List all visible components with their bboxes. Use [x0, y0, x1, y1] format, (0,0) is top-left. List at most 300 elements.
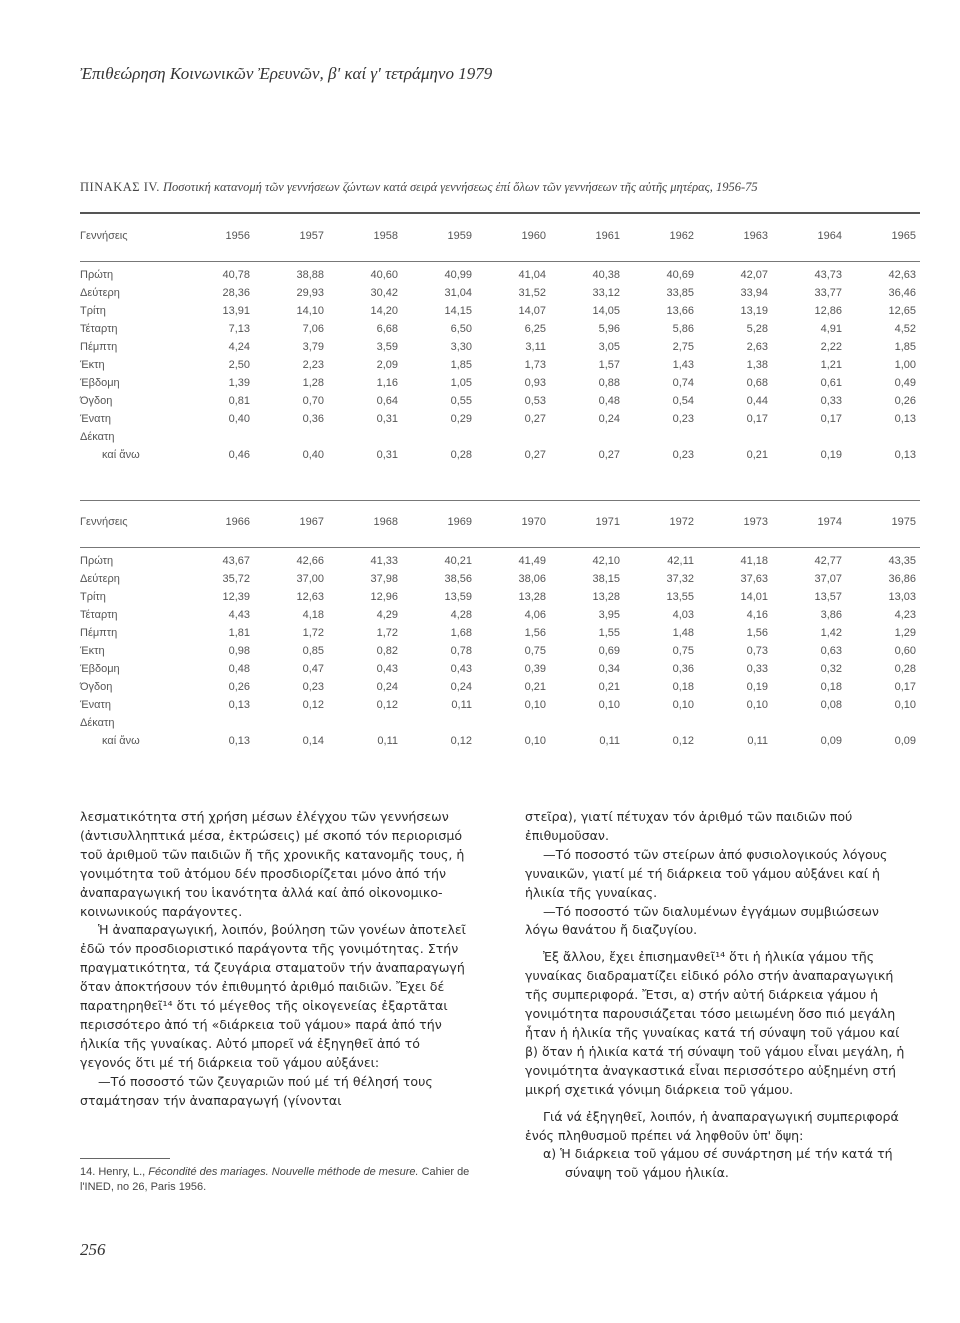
value-cell: 0,23	[672, 413, 694, 425]
value-cell: 0,13	[228, 699, 250, 711]
value-cell: 2,63	[746, 341, 768, 353]
value-cell: 0,29	[450, 413, 472, 425]
value-cell: 0,73	[746, 645, 768, 657]
empty-cell	[328, 714, 402, 732]
body-paragraph: —Τό ποσοστό τῶν ζευγαριῶν πού μέ τή θέλησή τους σταμάτησαν τήν ἀναπαραγωγή (γίνονται	[80, 1073, 433, 1108]
value-cell: 0,28	[450, 449, 472, 461]
value-cell: 13,55	[666, 591, 694, 603]
table-row	[80, 428, 920, 446]
value-cell: 40,69	[666, 269, 694, 281]
value-cell: 0,85	[302, 645, 324, 657]
value-cell: 0,26	[894, 395, 916, 407]
value-cell: 0,53	[524, 395, 546, 407]
value-cell: 0,10	[524, 699, 546, 711]
value-cell: 0,27	[524, 413, 546, 425]
year-cell: 1959	[447, 230, 472, 242]
value-cell: 4,06	[524, 609, 546, 621]
value-cell: 41,18	[740, 555, 768, 567]
table-row	[80, 660, 920, 678]
value-cell: 0,10	[598, 699, 620, 711]
value-cell: 13,19	[740, 305, 768, 317]
value-cell: 43,35	[888, 555, 916, 567]
table-row	[80, 678, 920, 696]
body-column-left	[80, 808, 470, 1111]
table-row	[80, 302, 920, 320]
table-panel-1956-1965	[80, 226, 920, 464]
value-cell: 0,12	[450, 735, 472, 747]
value-cell: 4,23	[894, 609, 916, 621]
value-cell: 0,48	[598, 395, 620, 407]
value-cell: 1,48	[672, 627, 694, 639]
value-cell: 4,03	[672, 609, 694, 621]
body-paragraph: —Τό ποσοστό τῶν στείρων ἀπό φυσιολογικούς λόγους γυναικῶν, γιατί μέ τή διάρκεια τοῦ γάμου αὐξάνει καί ἡ ἡλικία τῆς γυναίκας.	[525, 846, 888, 900]
value-cell: 14,20	[370, 305, 398, 317]
value-cell: 0,13	[894, 449, 916, 461]
value-cell: 4,52	[894, 323, 916, 335]
table-row	[80, 732, 920, 750]
value-cell: 0,17	[894, 681, 916, 693]
value-cell: 42,11	[667, 555, 694, 567]
value-cell: 1,57	[598, 359, 620, 371]
value-cell: 38,56	[444, 573, 472, 585]
empty-cell	[698, 714, 772, 732]
year-cell: 1969	[447, 516, 472, 528]
value-cell: 3,30	[450, 341, 472, 353]
footnote	[80, 1165, 470, 1195]
value-cell: 6,68	[376, 323, 398, 335]
value-cell: 1,56	[524, 627, 546, 639]
body-paragraph: στεῖρα), γιατί πέτυχαν τόν ἀριθμό τῶν παιδιῶν πού ἐπιθυμοῦσαν.	[525, 809, 853, 843]
footnote-lead: 14. Henry, L.,	[80, 1166, 149, 1178]
value-cell: 1,28	[302, 377, 324, 389]
year-header-row	[80, 226, 920, 246]
value-cell: 37,07	[814, 573, 842, 585]
year-cell: 1964	[817, 230, 842, 242]
row-label: Πέμπτη	[80, 341, 118, 353]
value-cell: 1,56	[746, 627, 768, 639]
value-cell: 0,27	[524, 449, 546, 461]
value-cell: 42,07	[740, 269, 768, 281]
value-cell: 1,29	[894, 627, 916, 639]
row-label: Τέταρτη	[80, 609, 118, 621]
value-cell: 31,52	[518, 287, 546, 299]
table-top-rule	[80, 212, 920, 214]
year-cell: 1960	[521, 230, 546, 242]
value-cell: 0,81	[228, 395, 250, 407]
value-cell: 0,23	[302, 681, 324, 693]
table-row	[80, 606, 920, 624]
value-cell: 0,21	[598, 681, 620, 693]
row-label: Όγδοη	[80, 681, 113, 693]
empty-cell	[772, 714, 846, 732]
value-cell: 0,46	[228, 449, 250, 461]
value-cell: 40,78	[222, 269, 250, 281]
value-cell: 14,10	[296, 305, 324, 317]
value-cell: 0,10	[746, 699, 768, 711]
empty-cell	[402, 714, 476, 732]
table-caption	[80, 180, 920, 195]
value-cell: 0,19	[746, 681, 768, 693]
value-cell: 0,11	[599, 735, 620, 747]
value-cell: 14,01	[740, 591, 768, 603]
value-cell: 0,10	[672, 699, 694, 711]
value-cell: 4,29	[376, 609, 398, 621]
value-cell: 13,57	[814, 591, 842, 603]
value-cell: 35,72	[222, 573, 250, 585]
value-cell: 2,09	[376, 359, 398, 371]
value-cell: 1,68	[450, 627, 472, 639]
value-cell: 0,93	[524, 377, 546, 389]
table-panel-1966-1975	[80, 512, 920, 750]
value-cell: 4,28	[450, 609, 472, 621]
empty-cell	[476, 428, 550, 446]
value-cell: 37,00	[296, 573, 324, 585]
value-cell: 0,24	[598, 413, 620, 425]
value-cell: 5,86	[672, 323, 694, 335]
footnote-rest: Cahier de l'INED, no 26, Paris 1956.	[80, 1166, 470, 1193]
table-row	[80, 696, 920, 714]
footnote-rule	[80, 1158, 170, 1159]
value-cell: 0,63	[820, 645, 842, 657]
year-cell: 1956	[225, 230, 250, 242]
row-header-label: Γεννήσεις	[80, 230, 128, 242]
value-cell: 43,73	[814, 269, 842, 281]
value-cell: 0,26	[228, 681, 250, 693]
value-cell: 4,43	[228, 609, 250, 621]
value-cell: 1,42	[820, 627, 842, 639]
empty-cell	[550, 714, 624, 732]
value-cell: 6,25	[524, 323, 546, 335]
value-cell: 33,12	[592, 287, 620, 299]
value-cell: 3,59	[376, 341, 398, 353]
value-cell: 40,99	[444, 269, 472, 281]
value-cell: 40,21	[444, 555, 472, 567]
table-row	[80, 284, 920, 302]
value-cell: 36,46	[888, 287, 916, 299]
value-cell: 2,22	[820, 341, 842, 353]
value-cell: 0,74	[672, 377, 694, 389]
value-cell: 0,78	[450, 645, 472, 657]
value-cell: 0,24	[450, 681, 472, 693]
value-cell: 0,18	[672, 681, 694, 693]
value-cell: 2,75	[672, 341, 694, 353]
value-cell: 2,23	[302, 359, 324, 371]
value-cell: 0,09	[894, 735, 916, 747]
value-cell: 0,27	[598, 449, 620, 461]
table-row	[80, 266, 920, 284]
row-label: Δεύτερη	[80, 573, 120, 585]
table-row	[80, 588, 920, 606]
year-cell: 1973	[743, 516, 768, 528]
table-row	[80, 570, 920, 588]
value-cell: 3,86	[820, 609, 842, 621]
value-cell: 0,34	[598, 663, 620, 675]
empty-cell	[624, 428, 698, 446]
value-cell: 1,81	[228, 627, 250, 639]
value-cell: 13,28	[518, 591, 546, 603]
value-cell: 13,03	[888, 591, 916, 603]
table-row	[80, 410, 920, 428]
body-column-right	[525, 808, 915, 1183]
value-cell: 0,54	[672, 395, 694, 407]
body-paragraph: Γιά νά ἐξηγηθεῖ, λοιπόν, ἡ ἀναπαραγωγική συμπεριφορά ἑνός πληθυσμοῦ πρέπει νά ληφθοῦν ὑπ' ὄψη:	[525, 1108, 899, 1143]
value-cell: 0,98	[228, 645, 250, 657]
value-cell: 1,73	[524, 359, 546, 371]
value-cell: 0,12	[672, 735, 694, 747]
value-cell: 33,85	[666, 287, 694, 299]
year-cell: 1957	[299, 230, 324, 242]
year-header-row	[80, 512, 920, 532]
empty-cell	[254, 714, 328, 732]
value-cell: 0,21	[524, 681, 546, 693]
empty-cell	[254, 428, 328, 446]
value-cell: 5,96	[598, 323, 620, 335]
value-cell: 6,50	[450, 323, 472, 335]
value-cell: 1,85	[894, 341, 916, 353]
value-cell: 0,75	[672, 645, 694, 657]
value-cell: 0,31	[376, 413, 398, 425]
row-label: Ένατη	[80, 413, 111, 425]
value-cell: 0,10	[524, 735, 546, 747]
table-mid-rule	[80, 500, 920, 501]
year-cell: 1962	[669, 230, 694, 242]
value-cell: 0,11	[747, 735, 768, 747]
value-cell: 0,31	[376, 449, 398, 461]
value-cell: 0,43	[450, 663, 472, 675]
row-label: Έκτη	[80, 359, 105, 371]
body-paragraph: λεσματικότητα στή χρήση μέσων ἐλέγχου τῶν γεννήσεων (ἀντισυλληπτικά μέσα, ἐκτρώσεις) μέ σκοπό τόν περιορισμό τοῦ ἀριθμοῦ τῶν παιδιῶν ἤ τῆς χρονικῆς κατανομῆς τους, ἡ γονιμότητα τοῦ ἀτόμου δέν προσδιορίζεται μόνο ἀπό τήν ἀναπαραγωγική του ἱκανότητα ἀλλά καί ἀπό οἰκονομικο-κοινωνικούς παράγοντες.	[80, 809, 465, 919]
body-paragraph: Ἡ ἀναπαραγωγική, λοιπόν, βούληση τῶν γονέων ἀποτελεῖ ἐδῶ τόν προσδιοριστικό παράγοντα τῆς γονιμότητας. Στήν πραγματικότητα, τά ζευγάρια σταματοῦν τήν ἀναπαραγωγή ὅταν ἀποκτήσουν τόν ἐπιθυμητό ἀριθμό παιδιῶν. Ἔχει δέ παρατηρηθεῖ¹⁴ ὅτι τό μέγεθος τῆς οἰκογενείας ἐξαρτᾶται περισσότερο ἀπό τή «διάρκεια τοῦ γάμου» παρά ἀπό τήν ἡλικία τῆς γυναίκας. Αὐτό μπορεῖ νά ἐξηγηθεῖ ἀπό τό γεγονός ὅτι μέ τή διάρκεια τοῦ γάμου αὐξάνει:	[80, 922, 466, 1070]
body-list-item: α) Ἡ διάρκεια τοῦ γάμου σέ συνάρτηση μέ τήν κατά τή σύναψη τοῦ γάμου ἡλικία.	[543, 1146, 893, 1181]
value-cell: 13,66	[666, 305, 694, 317]
value-cell: 37,63	[740, 573, 768, 585]
table-row	[80, 714, 920, 732]
value-cell: 1,85	[450, 359, 472, 371]
empty-cell	[180, 714, 254, 732]
value-cell: 1,16	[376, 377, 398, 389]
row-label: Δέκατη	[80, 717, 115, 729]
value-cell: 1,39	[228, 377, 250, 389]
value-cell: 0,21	[746, 449, 768, 461]
row-header-label: Γεννήσεις	[80, 516, 128, 528]
value-cell: 1,55	[598, 627, 620, 639]
value-cell: 13,59	[444, 591, 472, 603]
value-cell: 12,86	[814, 305, 842, 317]
table-title: Ποσοτική κατανομή τῶν γεννήσεων ζώντων κατά σειρά γεννήσεως ἐπί ὅλων τῶν γεννήσεων τῆς αὐτῆς μητέρας, 1956-75	[163, 180, 758, 194]
value-cell: 41,49	[518, 555, 546, 567]
value-cell: 1,72	[302, 627, 324, 639]
value-cell: 38,15	[592, 573, 620, 585]
value-cell: 13,28	[592, 591, 620, 603]
table-row	[80, 446, 920, 464]
row-label: καί ἄνω	[102, 449, 140, 461]
value-cell: 0,49	[894, 377, 916, 389]
value-cell: 40,38	[592, 269, 620, 281]
table-row	[80, 392, 920, 410]
value-cell: 42,66	[296, 555, 324, 567]
empty-cell	[624, 714, 698, 732]
empty-cell	[846, 714, 920, 732]
empty-cell	[550, 428, 624, 446]
empty-cell	[180, 428, 254, 446]
value-cell: 0,33	[746, 663, 768, 675]
row-label: Έβδομη	[80, 377, 120, 389]
empty-cell	[698, 428, 772, 446]
value-cell: 33,77	[814, 287, 842, 299]
year-cell: 1970	[521, 516, 546, 528]
value-cell: 4,91	[820, 323, 842, 335]
empty-cell	[328, 428, 402, 446]
year-cell: 1958	[373, 230, 398, 242]
value-cell: 31,04	[444, 287, 472, 299]
value-cell: 1,72	[376, 627, 398, 639]
value-cell: 12,63	[296, 591, 324, 603]
value-cell: 5,28	[746, 323, 768, 335]
row-label: Ένατη	[80, 699, 111, 711]
value-cell: 0,11	[377, 735, 398, 747]
value-cell: 0,33	[820, 395, 842, 407]
row-label: Πρώτη	[80, 555, 114, 567]
value-cell: 0,47	[302, 663, 324, 675]
value-cell: 0,18	[820, 681, 842, 693]
value-cell: 43,67	[222, 555, 250, 567]
value-cell: 14,05	[592, 305, 620, 317]
value-cell: 28,36	[222, 287, 250, 299]
value-cell: 37,32	[666, 573, 694, 585]
value-cell: 3,95	[598, 609, 620, 621]
year-cell: 1972	[669, 516, 694, 528]
value-cell: 4,16	[746, 609, 768, 621]
value-cell: 0,75	[524, 645, 546, 657]
value-cell: 0,12	[376, 699, 398, 711]
empty-cell	[402, 428, 476, 446]
value-cell: 1,43	[672, 359, 694, 371]
value-cell: 0,64	[376, 395, 398, 407]
value-cell: 0,09	[820, 735, 842, 747]
value-cell: 1,21	[820, 359, 842, 371]
year-cell: 1975	[891, 516, 916, 528]
row-label: Τρίτη	[80, 591, 106, 603]
row-label: Δεύτερη	[80, 287, 120, 299]
empty-cell	[846, 428, 920, 446]
value-cell: 0,23	[672, 449, 694, 461]
value-cell: 14,07	[518, 305, 546, 317]
table-row	[80, 356, 920, 374]
value-cell: 1,38	[746, 359, 768, 371]
table-row	[80, 552, 920, 570]
value-cell: 0,24	[376, 681, 398, 693]
value-cell: 4,24	[228, 341, 250, 353]
empty-cell	[772, 428, 846, 446]
row-label: Πέμπτη	[80, 627, 118, 639]
row-label: Όγδοη	[80, 395, 113, 407]
row-label: Έβδομη	[80, 663, 120, 675]
value-cell: 0,82	[376, 645, 398, 657]
value-cell: 0,17	[820, 413, 842, 425]
value-cell: 0,88	[598, 377, 620, 389]
value-cell: 7,06	[302, 323, 324, 335]
value-cell: 3,05	[598, 341, 620, 353]
year-cell: 1965	[891, 230, 916, 242]
value-cell: 42,77	[814, 555, 842, 567]
value-cell: 0,69	[598, 645, 620, 657]
value-cell: 12,65	[888, 305, 916, 317]
value-cell: 0,43	[376, 663, 398, 675]
value-cell: 1,00	[894, 359, 916, 371]
value-cell: 0,44	[746, 395, 768, 407]
value-cell: 0,40	[302, 449, 324, 461]
value-cell: 3,11	[525, 341, 546, 353]
value-cell: 36,86	[888, 573, 916, 585]
value-cell: 29,93	[296, 287, 324, 299]
table-number: ΠΙΝΑΚΑΣ IV.	[80, 180, 160, 194]
row-label: καί ἄνω	[102, 735, 140, 747]
value-cell: 42,10	[592, 555, 620, 567]
value-cell: 0,70	[302, 395, 324, 407]
value-cell: 14,15	[444, 305, 472, 317]
year-cell: 1961	[595, 230, 620, 242]
value-cell: 0,39	[524, 663, 546, 675]
running-head: Ἐπιθεώρηση Κοινωνικῶν Ἐρευνῶν, β' καί γ' τετράμηνο 1979	[80, 64, 493, 83]
value-cell: 33,94	[740, 287, 768, 299]
body-paragraph: Ἐξ ἄλλου, ἔχει ἐπισημανθεῖ¹⁴ ὅτι ἡ ἡλικία γάμου τῆς γυναίκας διαδραματίζει εἰδικό ρόλο στήν ἀναπαραγωγική τῆς συμπεριφορά. Ἔτσι, α) στήν αὐτή διάρκεια γάμου ἡ γονιμότητα παρουσιάζεται τόσο μειωμένη ὅσο πιό μεγάλη ἦταν ἡ ἡλικία τῆς γυναίκας κατά τή σύναψη τοῦ γάμου καί β) ὅταν ἡ ἡλικία κατά τή σύναψη τοῦ γάμου εἶναι μεγάλη, ἡ γονιμότητα ἀναγκαστικά εἶναι περισσότερο αὐξημένη στή μικρή σχετικά γόνιμη διάρκεια τοῦ γάμου.	[525, 949, 905, 1097]
value-cell: 40,60	[370, 269, 398, 281]
value-cell: 0,17	[746, 413, 768, 425]
row-label: Τρίτη	[80, 305, 106, 317]
value-cell: 0,36	[672, 663, 694, 675]
value-cell: 38,06	[518, 573, 546, 585]
value-cell: 0,11	[451, 699, 472, 711]
value-cell: 12,39	[222, 591, 250, 603]
year-cell: 1966	[225, 516, 250, 528]
row-label: Πρώτη	[80, 269, 114, 281]
empty-cell	[476, 714, 550, 732]
row-label: Έκτη	[80, 645, 105, 657]
value-cell: 41,04	[518, 269, 546, 281]
value-cell: 0,55	[450, 395, 472, 407]
year-cell: 1974	[817, 516, 842, 528]
value-cell: 42,63	[888, 269, 916, 281]
value-cell: 7,13	[228, 323, 250, 335]
value-cell: 0,36	[302, 413, 324, 425]
table-row	[80, 338, 920, 356]
body-paragraph: —Τό ποσοστό τῶν διαλυμένων ἐγγάμων συμβιώσεων λόγω θανάτου ἤ διαζυγίου.	[525, 903, 879, 938]
page-number: 256	[80, 1240, 106, 1259]
year-cell: 1968	[373, 516, 398, 528]
value-cell: 0,60	[894, 645, 916, 657]
year-cell: 1963	[743, 230, 768, 242]
table-row	[80, 642, 920, 660]
value-cell: 0,10	[894, 699, 916, 711]
value-cell: 0,48	[228, 663, 250, 675]
value-cell: 0,19	[820, 449, 842, 461]
value-cell: 30,42	[370, 287, 398, 299]
row-label: Τέταρτη	[80, 323, 118, 335]
value-cell: 37,98	[370, 573, 398, 585]
table-row	[80, 374, 920, 392]
value-cell: 0,14	[302, 735, 324, 747]
value-cell: 0,68	[746, 377, 768, 389]
footnote-title: Fécondité des mariages. Nouvelle méthode de mesure.	[148, 1166, 419, 1178]
value-cell: 4,18	[302, 609, 324, 621]
value-cell: 41,33	[370, 555, 398, 567]
table-row	[80, 624, 920, 642]
value-cell: 0,28	[894, 663, 916, 675]
table-row	[80, 320, 920, 338]
value-cell: 0,32	[820, 663, 842, 675]
value-cell: 0,08	[820, 699, 842, 711]
year-cell: 1971	[595, 516, 620, 528]
